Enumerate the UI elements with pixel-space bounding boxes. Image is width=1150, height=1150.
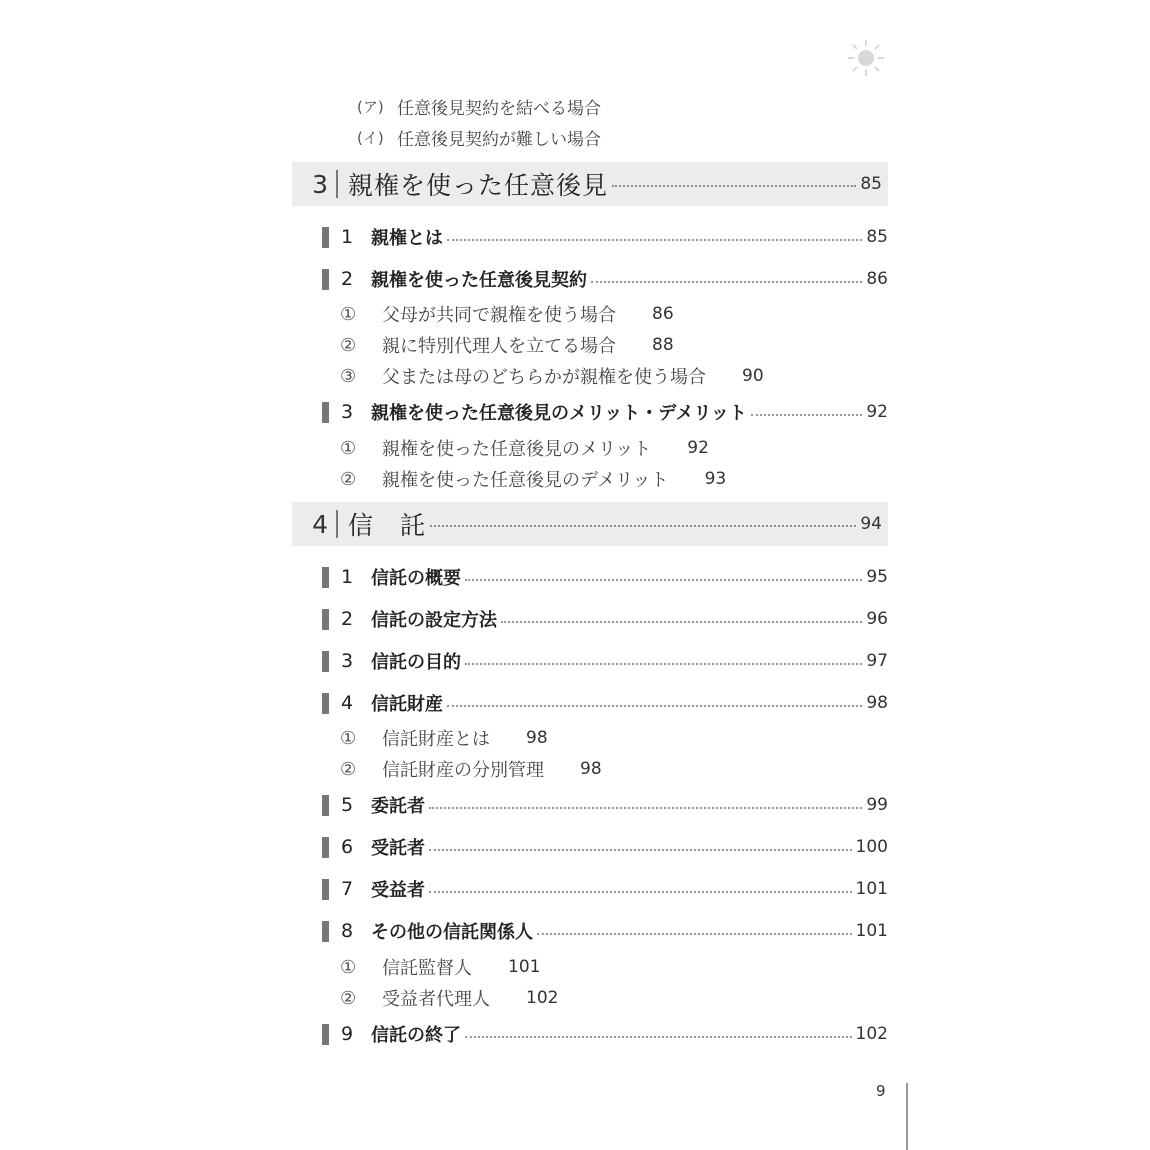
chapter-title: 親権を使った任意後見 [348, 171, 609, 200]
dot-leader [430, 525, 856, 527]
toc-section [322, 264, 888, 294]
chapter-number: 4 [312, 509, 328, 539]
section-number: 9 [341, 1023, 354, 1045]
section-marker [322, 1024, 329, 1045]
section-marker [322, 795, 329, 816]
section-title: 親権とは [371, 228, 443, 249]
section-marker [322, 227, 329, 248]
toc-subitem [340, 755, 602, 783]
toc-subitem [357, 94, 657, 119]
section-number: 6 [341, 836, 354, 858]
item-mark: ② [340, 468, 357, 490]
chapter-heading [292, 162, 888, 206]
item-text: 信託監督人 [382, 958, 472, 979]
dot-leader [429, 891, 852, 893]
dot-leader [447, 705, 862, 707]
toc-subitem [340, 953, 540, 981]
item-mark: ① [340, 437, 357, 459]
item-text: 信託財産とは [382, 729, 490, 750]
toc-section [322, 646, 888, 676]
page-number: 98 [526, 728, 548, 748]
page-number: 86 [652, 304, 674, 324]
section-number: 4 [341, 692, 354, 714]
page-number: 100 [855, 837, 888, 857]
item-text: 任意後見契約が難しい場合 [397, 130, 601, 150]
item-mark: ③ [340, 365, 357, 387]
item-mark: (ア) [357, 98, 384, 116]
dot-leader [591, 281, 862, 283]
sun-icon [846, 38, 886, 78]
toc-subitem [340, 465, 726, 493]
item-mark: ① [340, 956, 357, 978]
section-marker [322, 609, 329, 630]
dot-leader [537, 933, 852, 935]
chapter-number: 3 [312, 169, 328, 199]
toc-section [322, 397, 888, 427]
dot-leader [751, 414, 863, 416]
toc-subitem [340, 434, 709, 462]
page-number: 101 [855, 879, 888, 899]
item-text: 父または母のどちらかが親権を使う場合 [382, 367, 706, 388]
page-number: 93 [704, 469, 727, 489]
section-marker [322, 402, 329, 423]
toc-section [322, 874, 888, 904]
section-number: 3 [341, 401, 354, 423]
folio-page-number: 9 [876, 1082, 886, 1100]
toc-section [322, 222, 888, 252]
section-number: 2 [341, 268, 354, 290]
item-mark: ① [340, 303, 357, 325]
toc-section [322, 604, 888, 634]
section-title: 信託の設定方法 [371, 610, 497, 631]
section-marker [322, 921, 329, 942]
chapter-title: 信 託 [348, 511, 427, 540]
page-number: 94 [860, 514, 882, 534]
section-number: 2 [341, 608, 354, 630]
section-marker [322, 567, 329, 588]
page-number: 102 [855, 1024, 888, 1044]
item-mark: ② [340, 758, 357, 780]
toc-subitem [340, 331, 674, 359]
item-text: 親に特別代理人を立てる場合 [382, 336, 616, 357]
dot-leader [447, 239, 862, 241]
section-number: 1 [341, 566, 354, 588]
page-number: 98 [580, 759, 602, 779]
section-number: 3 [341, 650, 354, 672]
toc-section [322, 790, 888, 820]
section-title: 信託財産 [371, 694, 443, 715]
dot-leader [429, 849, 852, 851]
page-number: 88 [652, 335, 674, 355]
toc-section [322, 562, 888, 592]
chapter-divider [336, 170, 338, 198]
chapter-heading [292, 502, 888, 546]
toc-subitem [357, 125, 657, 150]
page-number: 92 [687, 438, 709, 458]
item-text: 父母が共同で親権を使う場合 [382, 305, 616, 326]
page-number: 90 [742, 366, 764, 386]
toc-section [322, 1019, 888, 1049]
page-number: 99 [866, 795, 888, 815]
section-title: 受託者 [371, 838, 425, 859]
section-title: 信託の終了 [371, 1025, 461, 1046]
dot-leader [465, 663, 862, 665]
page-number: 102 [526, 988, 559, 1008]
section-marker [322, 837, 329, 858]
item-text: 信託財産の分別管理 [382, 760, 544, 781]
page-number: 98 [866, 693, 888, 713]
section-number: 8 [341, 920, 354, 942]
section-title: 受益者 [371, 880, 425, 901]
toc-subitem [340, 300, 674, 328]
dot-leader [612, 185, 856, 187]
toc-section [322, 688, 888, 718]
item-mark: (イ) [357, 129, 384, 147]
page-number: 85 [866, 227, 888, 247]
section-title: その他の信託関係人 [371, 922, 533, 943]
item-mark: ② [340, 987, 357, 1009]
item-text: 任意後見契約を結べる場合 [397, 99, 601, 119]
section-title: 親権を使った任意後見のメリット・デメリット [371, 403, 747, 424]
section-number: 7 [341, 878, 354, 900]
page-number: 85 [860, 174, 882, 194]
section-marker [322, 269, 329, 290]
toc-subitem [340, 724, 548, 752]
page-number: 95 [866, 567, 888, 587]
section-title: 親権を使った任意後見契約 [371, 270, 587, 291]
section-number: 1 [341, 226, 354, 248]
dot-leader [429, 807, 862, 809]
item-text: 受益者代理人 [382, 989, 490, 1010]
section-title: 委託者 [371, 796, 425, 817]
page-number: 86 [866, 269, 888, 289]
item-text: 親権を使った任意後見のメリット [382, 439, 652, 460]
page-number: 92 [866, 402, 888, 422]
item-mark: ① [340, 727, 357, 749]
page-number: 101 [855, 921, 888, 941]
section-number: 5 [341, 794, 354, 816]
section-marker [322, 693, 329, 714]
page-number: 96 [866, 609, 888, 629]
chapter-divider [336, 510, 338, 538]
toc-subitem [340, 984, 558, 1012]
toc-section [322, 832, 888, 862]
page-number: 97 [866, 651, 888, 671]
toc-subitem [340, 362, 764, 390]
page-number: 101 [508, 957, 541, 977]
section-marker [322, 879, 329, 900]
item-text: 親権を使った任意後見のデメリット [382, 470, 669, 491]
section-title: 信託の目的 [371, 652, 461, 673]
item-mark: ② [340, 334, 357, 356]
section-marker [322, 651, 329, 672]
dot-leader [465, 1036, 852, 1038]
section-title: 信託の概要 [371, 568, 461, 589]
dot-leader [465, 579, 862, 581]
toc-section [322, 916, 888, 946]
dot-leader [501, 621, 862, 623]
page-edge-line [906, 1083, 908, 1150]
